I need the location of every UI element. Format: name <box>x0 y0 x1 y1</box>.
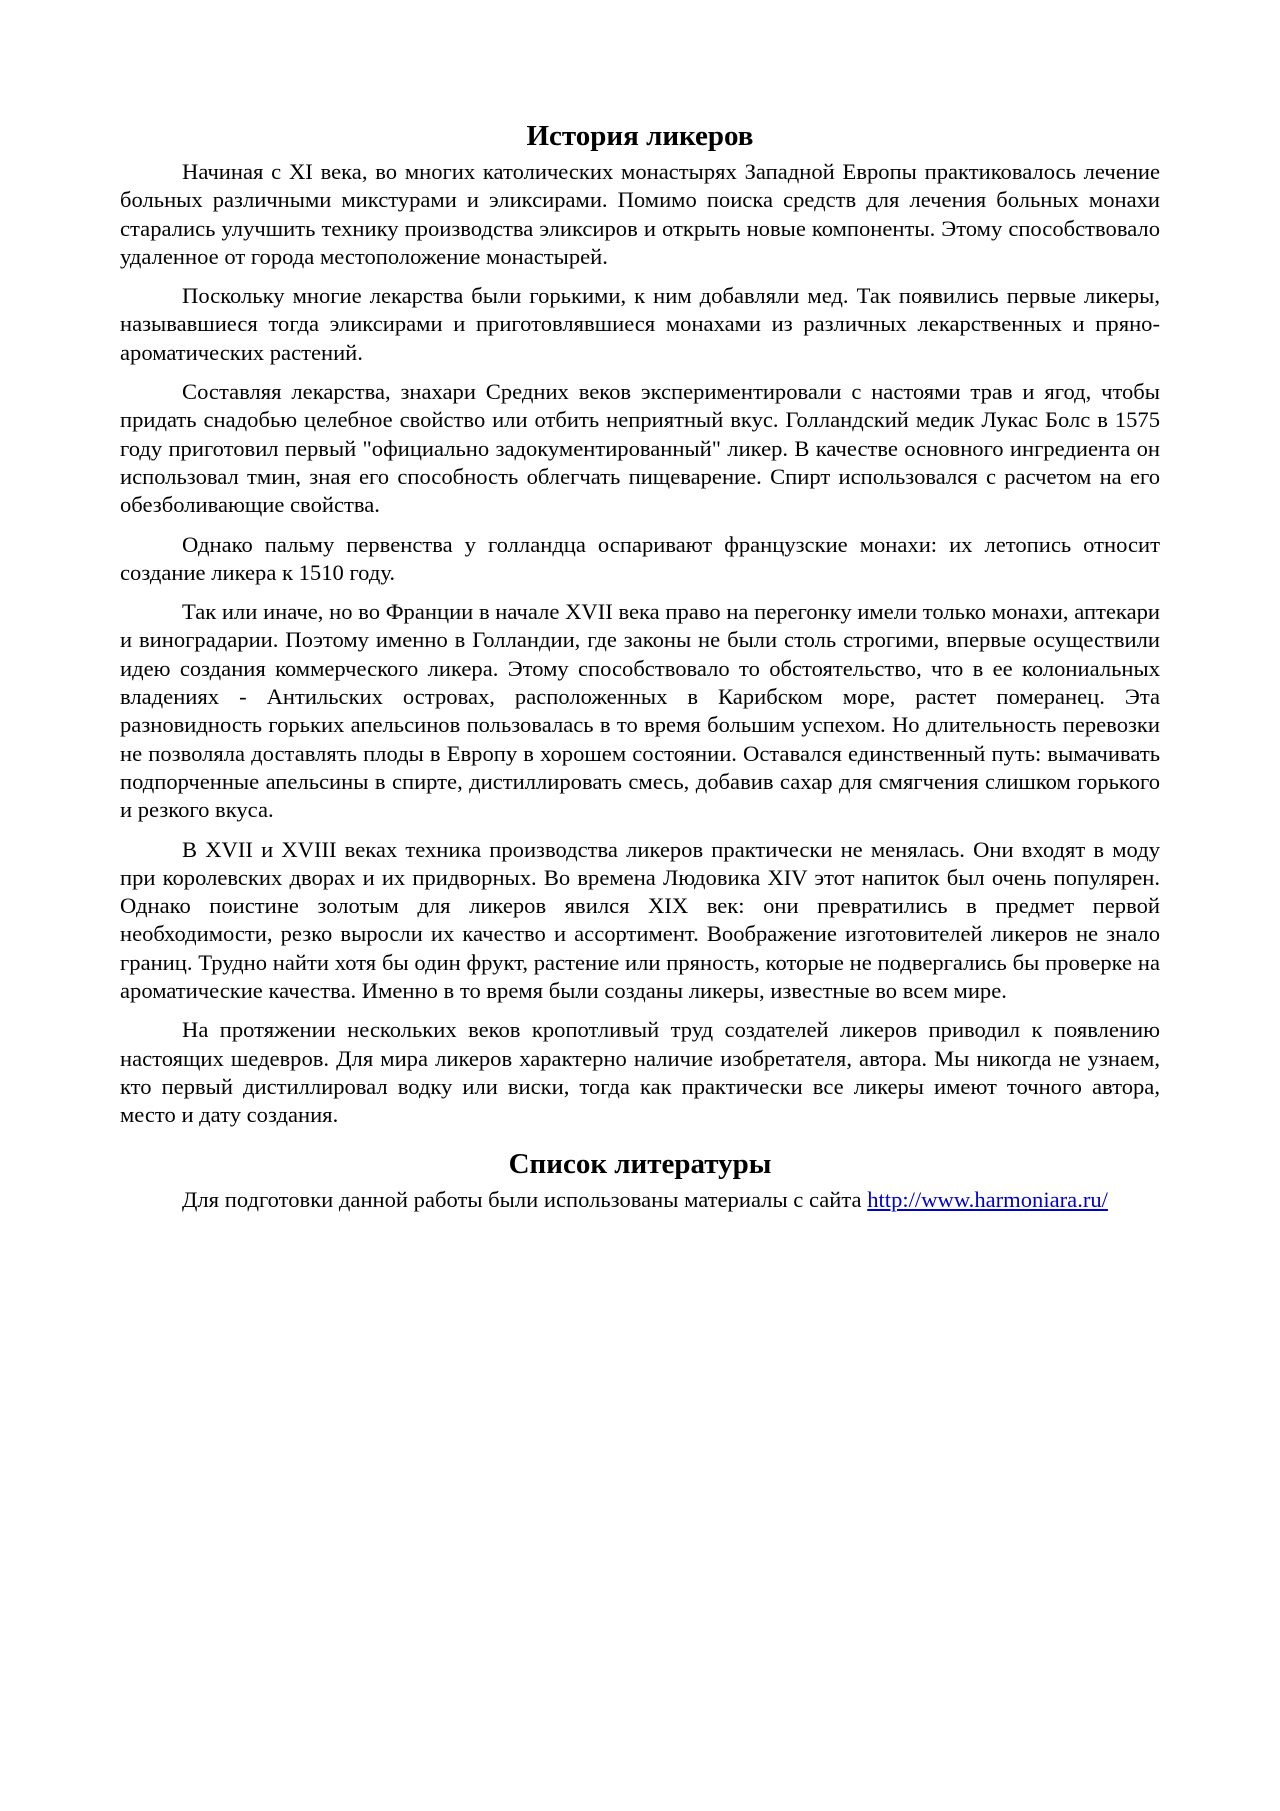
references-title: Список литературы <box>508 1147 772 1180</box>
paragraph-4: Однако пальму первенства у голландца оспаривают французские монахи: их летопись относит создание ликера к 1510 году. <box>120 531 1160 585</box>
document-page <box>120 118 1160 1214</box>
paragraph-2: Поскольку многие лекарства были горькими, к ним добавляли мед. Так появились первые ликеры, называвшиеся тогда эликсирами и приготовлявшиеся монахами из различных лекарственных и пряно-ароматических растений. <box>120 283 1160 365</box>
references-text: Для подготовки данной работы были использованы материалы с сайта <box>182 1186 868 1212</box>
document-title: История ликеров <box>526 120 754 152</box>
paragraph-3: Составляя лекарства, знахари Средних веков экспериментировали с настоями трав и ягод, чтобы придать снадобью целебное свойство или отбить неприятный вкус. Голландский медик Лукас Болс в 1575 году приготовил первый "официально задокументированный" ликер. В качестве основного ингредиента он использовал тмин, зная его способность облегчать пищеварение. Спирт использовался с расчетом на его обезболивающие свойства. <box>120 379 1160 518</box>
references-paragraph <box>120 1186 1160 1214</box>
paragraph-5: Так или иначе, но во Франции в начале XVII века право на перегонку имели только монахи, аптекари и виноградарии. Поэтому именно в Голландии, где законы не были столь строгими, впервые осуществили идею создания коммерческого ликера. Этому способствовало то обстоятельство, что в ее колониальных владениях - Антильских островах, расположенных в Карибском море, растет померанец. Эта разновидность горьких апельсинов пользовалась в то время большим успехом. Но длительность перевозки не позволяла доставлять плоды в Европу в хорошем состоянии. Оставался единственный путь: вымачивать подпорченные апельсины в спирте, дистиллировать смесь, добавив сахар для смягчения слишком горького и резкого вкуса. <box>120 599 1160 823</box>
paragraph-6: В XVII и XVIII веках техника производства ликеров практически не менялась. Они входят в моду при королевских дворах и их придворных. Во времена Людовика XIV этот напиток был очень популярен. Однако поистине золотым для ликеров явился XIX век: они превратились в предмет первой необходимости, резко выросли их качество и ассортимент. Воображение изготовителей ликеров не знало границ. Трудно найти хотя бы один фрукт, растение или пряность, которые не подвергались бы проверке на ароматические качества. Именно в то время были созданы ликеры, известные во всем мире. <box>120 836 1160 1004</box>
source-link[interactable]: http://www.harmoniara.ru/ <box>867 1186 1108 1212</box>
paragraph-7: На протяжении нескольких веков кропотливый труд создателей ликеров приводил к появлению настоящих шедевров. Для мира ликеров характерно наличие изобретателя, автора. Мы никогда не узнаем, кто первый дистиллировал водку или виски, тогда как практически все ликеры имеют точного автора, место и дату создания. <box>120 1017 1160 1128</box>
paragraph-1: Начиная с XI века, во многих католических монастырях Западной Европы практиковалось лечение больных различными микстурами и эликсирами. Помимо поиска средств для лечения больных монахи старались улучшить технику производства эликсиров и открыть новые компоненты. Этому способствовало удаленное от города местоположение монастырей. <box>120 159 1160 269</box>
